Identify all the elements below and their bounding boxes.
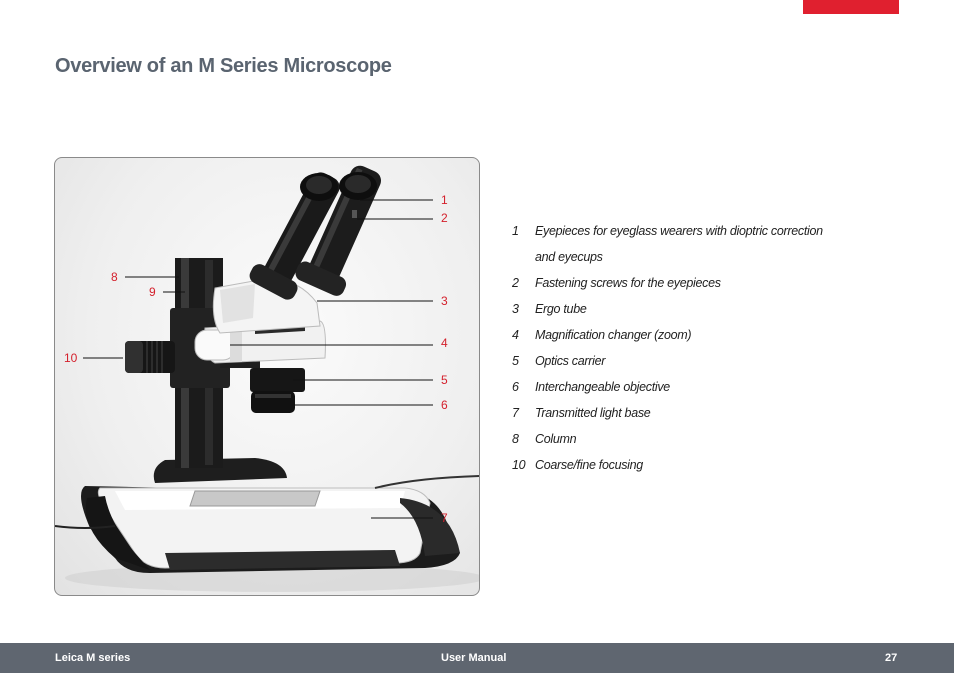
callout-9: 9 <box>149 285 156 299</box>
callout-1: 1 <box>441 193 448 207</box>
legend-text: Optics carrier <box>535 354 606 368</box>
callout-3: 3 <box>441 294 448 308</box>
legend-number: 8 <box>512 432 519 446</box>
callout-7: 7 <box>441 511 448 525</box>
legend-number: 2 <box>512 276 519 290</box>
legend-text: Ergo tube <box>535 302 587 316</box>
legend-number: 4 <box>512 328 519 342</box>
microscope-figure <box>54 157 480 596</box>
legend-text: Transmitted light base <box>535 406 651 420</box>
callout-4: 4 <box>441 336 448 350</box>
legend-item <box>512 400 842 426</box>
microscope-illustration <box>55 158 479 595</box>
legend-item <box>512 218 842 270</box>
parts-legend <box>512 218 842 478</box>
legend-number: 1 <box>512 224 519 238</box>
callout-10: 10 <box>64 351 78 365</box>
legend-item <box>512 374 842 400</box>
footer-document-title: User Manual <box>441 652 507 664</box>
legend-text: Column <box>535 432 577 446</box>
legend-item <box>512 270 842 296</box>
legend-item <box>512 322 842 348</box>
callout-2: 2 <box>441 211 448 225</box>
legend-text: Coarse/fine focusing <box>535 458 643 472</box>
page-title: Overview of an M Series Microscope <box>55 55 392 77</box>
legend-item <box>512 426 842 452</box>
legend-number: 6 <box>512 380 519 394</box>
header-accent-tab <box>803 0 899 14</box>
callout-6: 6 <box>441 398 448 412</box>
legend-number: 5 <box>512 354 519 368</box>
legend-item <box>512 348 842 374</box>
legend-item <box>512 452 842 478</box>
legend-text: Eyepieces for eyeglass wearers with dioptric correction and eyecups <box>535 224 823 264</box>
legend-item <box>512 296 842 322</box>
legend-number: 3 <box>512 302 519 316</box>
callout-8: 8 <box>111 270 118 284</box>
page-footer <box>0 643 954 673</box>
legend-text: Magnification changer (zoom) <box>535 328 692 342</box>
footer-product-name: Leica M series <box>55 652 131 664</box>
legend-text: Fastening screws for the eyepieces <box>535 276 721 290</box>
legend-number: 7 <box>512 406 519 420</box>
callout-5: 5 <box>441 373 448 387</box>
legend-number: 10 <box>512 458 526 472</box>
footer-page-number: 27 <box>885 652 898 664</box>
legend-text: Interchangeable objective <box>535 380 670 394</box>
